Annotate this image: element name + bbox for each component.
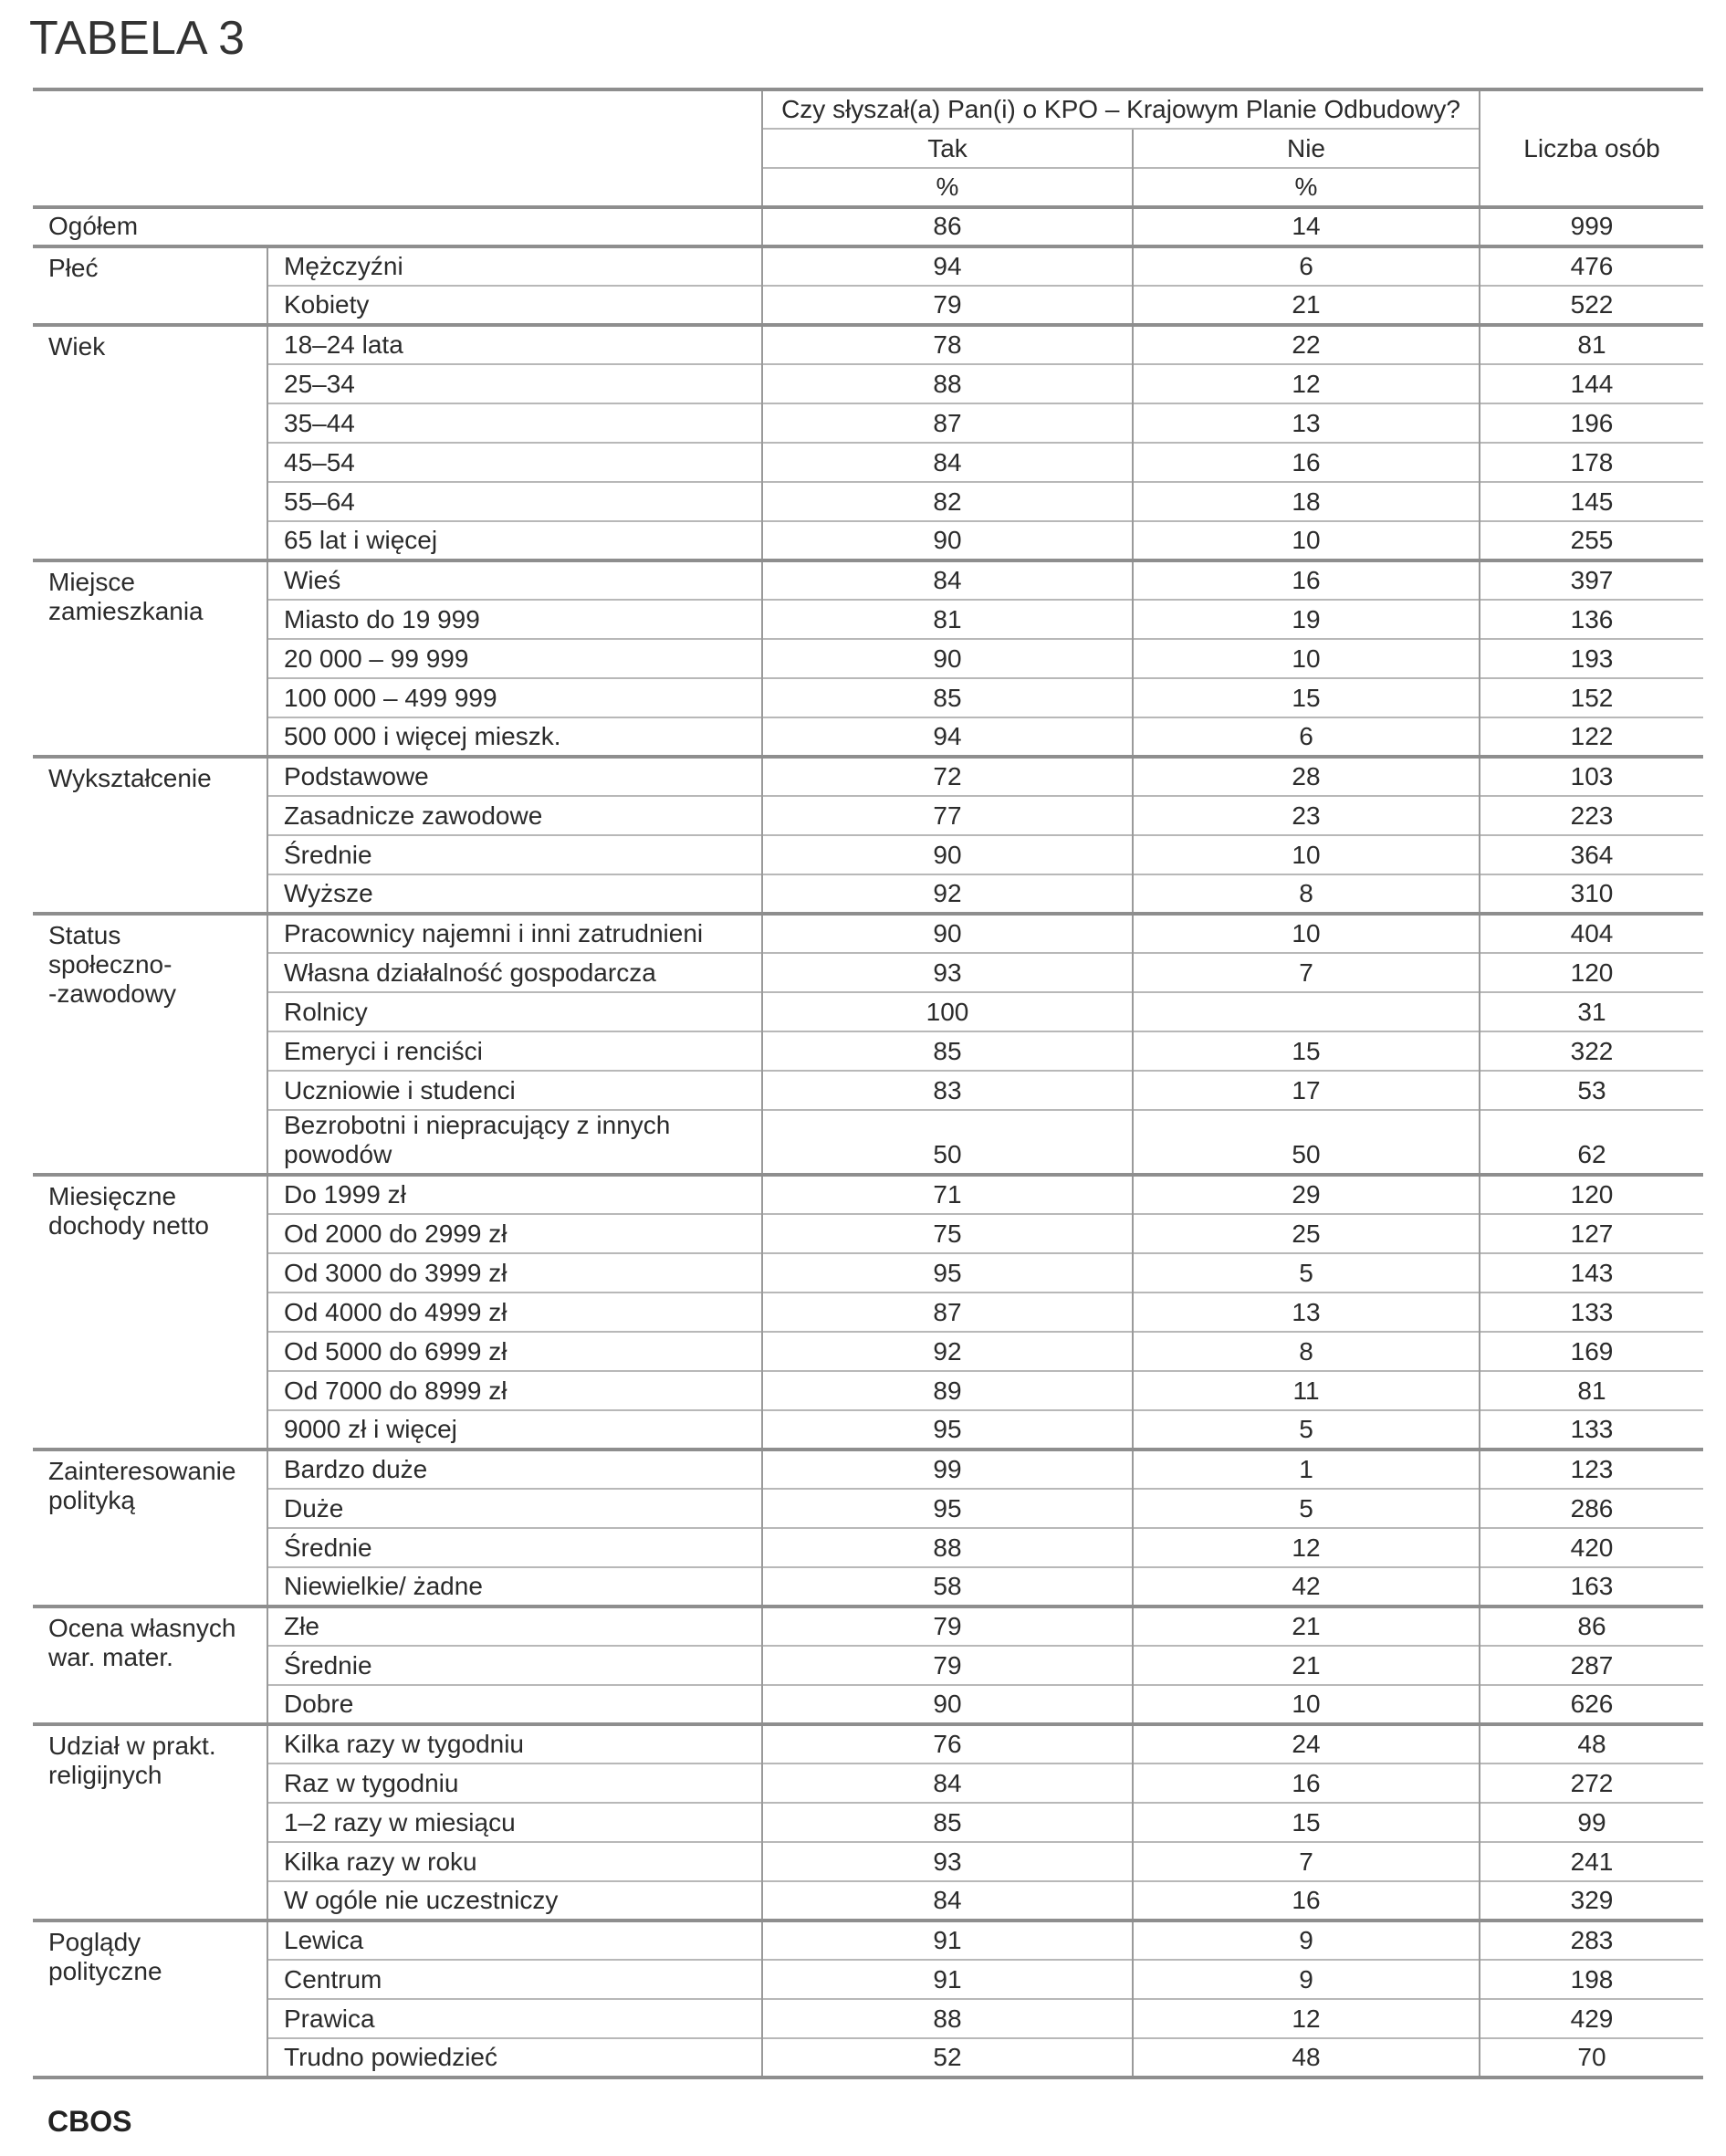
row-label: 55–64 bbox=[267, 482, 762, 521]
row-no-percent: 17 bbox=[1133, 1071, 1480, 1110]
row-label: Rolnicy bbox=[267, 992, 762, 1031]
row-yes-percent: 52 bbox=[762, 2038, 1133, 2078]
group-label: Zainteresowanie polityką bbox=[33, 1450, 267, 1607]
row-count: 198 bbox=[1480, 1960, 1703, 1999]
row-label: Od 7000 do 8999 zł bbox=[267, 1371, 762, 1410]
row-count: 133 bbox=[1480, 1293, 1703, 1332]
row-no-percent: 6 bbox=[1133, 717, 1480, 757]
row-label: Od 5000 do 6999 zł bbox=[267, 1332, 762, 1371]
row-yes-percent: 90 bbox=[762, 1685, 1133, 1724]
total-row bbox=[33, 207, 1703, 246]
header-count: Liczba osób bbox=[1480, 89, 1703, 207]
table-row bbox=[33, 678, 1703, 717]
table-row bbox=[33, 1110, 1703, 1175]
row-no-percent: 16 bbox=[1133, 443, 1480, 482]
row-yes-percent: 99 bbox=[762, 1450, 1133, 1489]
row-no-percent: 10 bbox=[1133, 521, 1480, 560]
table-row bbox=[33, 639, 1703, 678]
row-yes-percent: 79 bbox=[762, 1646, 1133, 1685]
table-row bbox=[33, 1881, 1703, 1921]
row-label: 45–54 bbox=[267, 443, 762, 482]
table-row bbox=[33, 1646, 1703, 1685]
row-no-percent: 13 bbox=[1133, 1293, 1480, 1332]
row-yes-percent: 76 bbox=[762, 1724, 1133, 1764]
row-yes-percent: 58 bbox=[762, 1567, 1133, 1607]
row-count: 152 bbox=[1480, 678, 1703, 717]
group-label: Wiek bbox=[33, 325, 267, 560]
row-no-percent: 12 bbox=[1133, 1999, 1480, 2038]
group-label: Płeć bbox=[33, 246, 267, 325]
row-label: Do 1999 zł bbox=[267, 1175, 762, 1214]
row-no-percent: 5 bbox=[1133, 1410, 1480, 1450]
table-row bbox=[33, 1607, 1703, 1646]
row-label: Raz w tygodniu bbox=[267, 1764, 762, 1803]
row-no-percent: 23 bbox=[1133, 796, 1480, 835]
table-row bbox=[33, 1489, 1703, 1528]
row-no-percent: 50 bbox=[1133, 1110, 1480, 1175]
table-row bbox=[33, 992, 1703, 1031]
row-label: Kobiety bbox=[267, 286, 762, 325]
header-no-percent: % bbox=[1133, 168, 1480, 207]
table-row bbox=[33, 1999, 1703, 2038]
row-label: Od 2000 do 2999 zł bbox=[267, 1214, 762, 1253]
table-row bbox=[33, 1960, 1703, 1999]
row-yes-percent: 84 bbox=[762, 1764, 1133, 1803]
row-label: 20 000 – 99 999 bbox=[267, 639, 762, 678]
row-no-percent: 10 bbox=[1133, 639, 1480, 678]
row-label: Zasadnicze zawodowe bbox=[267, 796, 762, 835]
row-no-percent: 29 bbox=[1133, 1175, 1480, 1214]
row-no-percent: 21 bbox=[1133, 1646, 1480, 1685]
row-label: Miasto do 19 999 bbox=[267, 600, 762, 639]
table-row bbox=[33, 403, 1703, 443]
row-count: 81 bbox=[1480, 1371, 1703, 1410]
row-yes-percent: 88 bbox=[762, 1999, 1133, 2038]
row-no-percent: 10 bbox=[1133, 835, 1480, 874]
table-row bbox=[33, 2038, 1703, 2078]
group-label: Miejsce zamieszkania bbox=[33, 560, 267, 757]
group-label: Udział w prakt. religijnych bbox=[33, 1724, 267, 1921]
header-no: Nie bbox=[1133, 129, 1480, 168]
row-yes-percent: 90 bbox=[762, 639, 1133, 678]
row-label: Kilka razy w tygodniu bbox=[267, 1724, 762, 1764]
row-count: 123 bbox=[1480, 1450, 1703, 1489]
row-label: Bardzo duże bbox=[267, 1450, 762, 1489]
table-row bbox=[33, 1803, 1703, 1842]
row-no-percent: 21 bbox=[1133, 1607, 1480, 1646]
row-count: 127 bbox=[1480, 1214, 1703, 1253]
row-no-percent: 12 bbox=[1133, 364, 1480, 403]
group-label: Poglądy polityczne bbox=[33, 1921, 267, 2078]
row-yes-percent: 72 bbox=[762, 757, 1133, 796]
row-count: 476 bbox=[1480, 246, 1703, 286]
row-count: 223 bbox=[1480, 796, 1703, 835]
group-label: Wykształcenie bbox=[33, 757, 267, 914]
row-no-percent: 16 bbox=[1133, 1881, 1480, 1921]
table-row bbox=[33, 286, 1703, 325]
row-count: 322 bbox=[1480, 1031, 1703, 1071]
row-yes-percent: 94 bbox=[762, 246, 1133, 286]
row-yes-percent: 91 bbox=[762, 1960, 1133, 1999]
group-label: Miesięczne dochody netto bbox=[33, 1175, 267, 1450]
table-row bbox=[33, 443, 1703, 482]
row-yes-percent: 85 bbox=[762, 1803, 1133, 1842]
row-yes-percent: 79 bbox=[762, 1607, 1133, 1646]
total-yes: 86 bbox=[762, 207, 1133, 246]
row-count: 196 bbox=[1480, 403, 1703, 443]
table-row bbox=[33, 246, 1703, 286]
row-count: 420 bbox=[1480, 1528, 1703, 1567]
row-count: 86 bbox=[1480, 1607, 1703, 1646]
row-count: 70 bbox=[1480, 2038, 1703, 2078]
table-row bbox=[33, 1253, 1703, 1293]
row-label: 65 lat i więcej bbox=[267, 521, 762, 560]
header-question: Czy słyszał(a) Pan(i) o KPO – Krajowym Planie Odbudowy? bbox=[762, 89, 1480, 129]
row-no-percent: 6 bbox=[1133, 246, 1480, 286]
row-count: 145 bbox=[1480, 482, 1703, 521]
table-row bbox=[33, 835, 1703, 874]
row-count: 255 bbox=[1480, 521, 1703, 560]
row-yes-percent: 50 bbox=[762, 1110, 1133, 1175]
row-count: 429 bbox=[1480, 1999, 1703, 2038]
row-no-percent: 5 bbox=[1133, 1489, 1480, 1528]
row-label: Średnie bbox=[267, 835, 762, 874]
row-label: 100 000 – 499 999 bbox=[267, 678, 762, 717]
row-yes-percent: 93 bbox=[762, 1842, 1133, 1881]
row-label: Duże bbox=[267, 1489, 762, 1528]
table-row bbox=[33, 1842, 1703, 1881]
row-count: 272 bbox=[1480, 1764, 1703, 1803]
row-yes-percent: 75 bbox=[762, 1214, 1133, 1253]
row-label: Złe bbox=[267, 1607, 762, 1646]
table-row bbox=[33, 1450, 1703, 1489]
table-row bbox=[33, 953, 1703, 992]
row-yes-percent: 87 bbox=[762, 403, 1133, 443]
row-label: Własna działalność gospodarcza bbox=[267, 953, 762, 992]
table-row bbox=[33, 1685, 1703, 1724]
row-label: Dobre bbox=[267, 1685, 762, 1724]
row-count: 163 bbox=[1480, 1567, 1703, 1607]
table-row bbox=[33, 874, 1703, 914]
table-row bbox=[33, 560, 1703, 600]
row-yes-percent: 87 bbox=[762, 1293, 1133, 1332]
row-label: Kilka razy w roku bbox=[267, 1842, 762, 1881]
row-yes-percent: 85 bbox=[762, 678, 1133, 717]
group-label: Status społeczno- -zawodowy bbox=[33, 914, 267, 1175]
row-yes-percent: 79 bbox=[762, 286, 1133, 325]
row-count: 120 bbox=[1480, 1175, 1703, 1214]
table-row bbox=[33, 482, 1703, 521]
row-no-percent bbox=[1133, 992, 1480, 1031]
row-no-percent: 25 bbox=[1133, 1214, 1480, 1253]
row-yes-percent: 92 bbox=[762, 1332, 1133, 1371]
row-label: 35–44 bbox=[267, 403, 762, 443]
row-label: Od 3000 do 3999 zł bbox=[267, 1253, 762, 1293]
row-count: 310 bbox=[1480, 874, 1703, 914]
row-count: 178 bbox=[1480, 443, 1703, 482]
table-row bbox=[33, 1567, 1703, 1607]
row-no-percent: 19 bbox=[1133, 600, 1480, 639]
row-no-percent: 5 bbox=[1133, 1253, 1480, 1293]
row-yes-percent: 89 bbox=[762, 1371, 1133, 1410]
row-yes-percent: 85 bbox=[762, 1031, 1133, 1071]
table-row bbox=[33, 325, 1703, 364]
table-row bbox=[33, 717, 1703, 757]
source-label: CBOS bbox=[47, 2105, 132, 2138]
row-count: 133 bbox=[1480, 1410, 1703, 1450]
row-count: 31 bbox=[1480, 992, 1703, 1031]
row-no-percent: 16 bbox=[1133, 560, 1480, 600]
row-count: 329 bbox=[1480, 1881, 1703, 1921]
total-no: 14 bbox=[1133, 207, 1480, 246]
row-label: 500 000 i więcej mieszk. bbox=[267, 717, 762, 757]
row-yes-percent: 91 bbox=[762, 1921, 1133, 1960]
row-label: 25–34 bbox=[267, 364, 762, 403]
row-count: 287 bbox=[1480, 1646, 1703, 1685]
row-yes-percent: 88 bbox=[762, 1528, 1133, 1567]
row-yes-percent: 95 bbox=[762, 1253, 1133, 1293]
row-no-percent: 15 bbox=[1133, 1803, 1480, 1842]
row-no-percent: 15 bbox=[1133, 1031, 1480, 1071]
table-title: TABELA 3 bbox=[29, 12, 246, 65]
table-row bbox=[33, 1214, 1703, 1253]
table-row bbox=[33, 1371, 1703, 1410]
row-count: 397 bbox=[1480, 560, 1703, 600]
row-count: 169 bbox=[1480, 1332, 1703, 1371]
table-row bbox=[33, 364, 1703, 403]
row-count: 522 bbox=[1480, 286, 1703, 325]
total-count: 999 bbox=[1480, 207, 1703, 246]
row-no-percent: 48 bbox=[1133, 2038, 1480, 2078]
row-no-percent: 7 bbox=[1133, 953, 1480, 992]
row-label: Wyższe bbox=[267, 874, 762, 914]
row-count: 99 bbox=[1480, 1803, 1703, 1842]
row-yes-percent: 81 bbox=[762, 600, 1133, 639]
row-no-percent: 8 bbox=[1133, 1332, 1480, 1371]
row-label: 9000 zł i więcej bbox=[267, 1410, 762, 1450]
table-row bbox=[33, 600, 1703, 639]
row-label: Niewielkie/ żadne bbox=[267, 1567, 762, 1607]
row-count: 53 bbox=[1480, 1071, 1703, 1110]
row-count: 286 bbox=[1480, 1489, 1703, 1528]
row-no-percent: 10 bbox=[1133, 1685, 1480, 1724]
row-count: 144 bbox=[1480, 364, 1703, 403]
table-row bbox=[33, 914, 1703, 953]
row-label: Uczniowie i studenci bbox=[267, 1071, 762, 1110]
row-label: W ogóle nie uczestniczy bbox=[267, 1881, 762, 1921]
row-count: 143 bbox=[1480, 1253, 1703, 1293]
row-count: 626 bbox=[1480, 1685, 1703, 1724]
row-count: 120 bbox=[1480, 953, 1703, 992]
row-label: Bezrobotni i niepracujący z innych powodów bbox=[267, 1110, 762, 1175]
table-row bbox=[33, 1724, 1703, 1764]
header-yes: Tak bbox=[762, 129, 1133, 168]
table-row bbox=[33, 1528, 1703, 1567]
table-row bbox=[33, 1332, 1703, 1371]
row-no-percent: 9 bbox=[1133, 1921, 1480, 1960]
row-no-percent: 7 bbox=[1133, 1842, 1480, 1881]
total-label: Ogółem bbox=[33, 207, 762, 246]
table-row bbox=[33, 1764, 1703, 1803]
row-count: 241 bbox=[1480, 1842, 1703, 1881]
row-label: Podstawowe bbox=[267, 757, 762, 796]
row-no-percent: 9 bbox=[1133, 1960, 1480, 1999]
row-label: Trudno powiedzieć bbox=[267, 2038, 762, 2078]
row-no-percent: 12 bbox=[1133, 1528, 1480, 1567]
row-yes-percent: 78 bbox=[762, 325, 1133, 364]
row-no-percent: 10 bbox=[1133, 914, 1480, 953]
row-count: 193 bbox=[1480, 639, 1703, 678]
row-count: 136 bbox=[1480, 600, 1703, 639]
table-row bbox=[33, 1175, 1703, 1214]
table-row bbox=[33, 1071, 1703, 1110]
row-no-percent: 18 bbox=[1133, 482, 1480, 521]
row-label: Pracownicy najemni i inni zatrudnieni bbox=[267, 914, 762, 953]
row-count: 103 bbox=[1480, 757, 1703, 796]
row-no-percent: 21 bbox=[1133, 286, 1480, 325]
table-row bbox=[33, 1921, 1703, 1960]
row-count: 283 bbox=[1480, 1921, 1703, 1960]
row-label: Centrum bbox=[267, 1960, 762, 1999]
row-yes-percent: 82 bbox=[762, 482, 1133, 521]
row-yes-percent: 92 bbox=[762, 874, 1133, 914]
row-yes-percent: 71 bbox=[762, 1175, 1133, 1214]
table-row bbox=[33, 1031, 1703, 1071]
header-empty-cell bbox=[33, 89, 762, 207]
row-label: Od 4000 do 4999 zł bbox=[267, 1293, 762, 1332]
row-no-percent: 42 bbox=[1133, 1567, 1480, 1607]
group-label: Ocena własnych war. mater. bbox=[33, 1607, 267, 1724]
row-yes-percent: 90 bbox=[762, 835, 1133, 874]
header-row-question bbox=[33, 89, 1703, 129]
row-no-percent: 1 bbox=[1133, 1450, 1480, 1489]
row-label: 18–24 lata bbox=[267, 325, 762, 364]
row-count: 62 bbox=[1480, 1110, 1703, 1175]
row-count: 404 bbox=[1480, 914, 1703, 953]
row-label: Średnie bbox=[267, 1528, 762, 1567]
row-yes-percent: 90 bbox=[762, 521, 1133, 560]
row-label: Lewica bbox=[267, 1921, 762, 1960]
row-yes-percent: 84 bbox=[762, 1881, 1133, 1921]
row-label: 1–2 razy w miesiącu bbox=[267, 1803, 762, 1842]
row-yes-percent: 84 bbox=[762, 443, 1133, 482]
row-yes-percent: 95 bbox=[762, 1489, 1133, 1528]
row-yes-percent: 90 bbox=[762, 914, 1133, 953]
row-no-percent: 24 bbox=[1133, 1724, 1480, 1764]
row-label: Średnie bbox=[267, 1646, 762, 1685]
table-row bbox=[33, 757, 1703, 796]
row-yes-percent: 94 bbox=[762, 717, 1133, 757]
table-row bbox=[33, 1293, 1703, 1332]
row-no-percent: 16 bbox=[1133, 1764, 1480, 1803]
row-yes-percent: 100 bbox=[762, 992, 1133, 1031]
row-yes-percent: 83 bbox=[762, 1071, 1133, 1110]
row-no-percent: 13 bbox=[1133, 403, 1480, 443]
row-label: Emeryci i renciści bbox=[267, 1031, 762, 1071]
row-yes-percent: 84 bbox=[762, 560, 1133, 600]
row-yes-percent: 93 bbox=[762, 953, 1133, 992]
row-label: Prawica bbox=[267, 1999, 762, 2038]
table-row bbox=[33, 521, 1703, 560]
row-label: Wieś bbox=[267, 560, 762, 600]
row-label: Mężczyźni bbox=[267, 246, 762, 286]
row-no-percent: 11 bbox=[1133, 1371, 1480, 1410]
row-no-percent: 8 bbox=[1133, 874, 1480, 914]
row-yes-percent: 88 bbox=[762, 364, 1133, 403]
row-no-percent: 15 bbox=[1133, 678, 1480, 717]
row-yes-percent: 77 bbox=[762, 796, 1133, 835]
row-count: 81 bbox=[1480, 325, 1703, 364]
survey-table bbox=[33, 88, 1703, 2079]
row-yes-percent: 95 bbox=[762, 1410, 1133, 1450]
table-row bbox=[33, 1410, 1703, 1450]
header-yes-percent: % bbox=[762, 168, 1133, 207]
row-no-percent: 28 bbox=[1133, 757, 1480, 796]
row-no-percent: 22 bbox=[1133, 325, 1480, 364]
row-count: 364 bbox=[1480, 835, 1703, 874]
table-row bbox=[33, 796, 1703, 835]
row-count: 48 bbox=[1480, 1724, 1703, 1764]
row-count: 122 bbox=[1480, 717, 1703, 757]
